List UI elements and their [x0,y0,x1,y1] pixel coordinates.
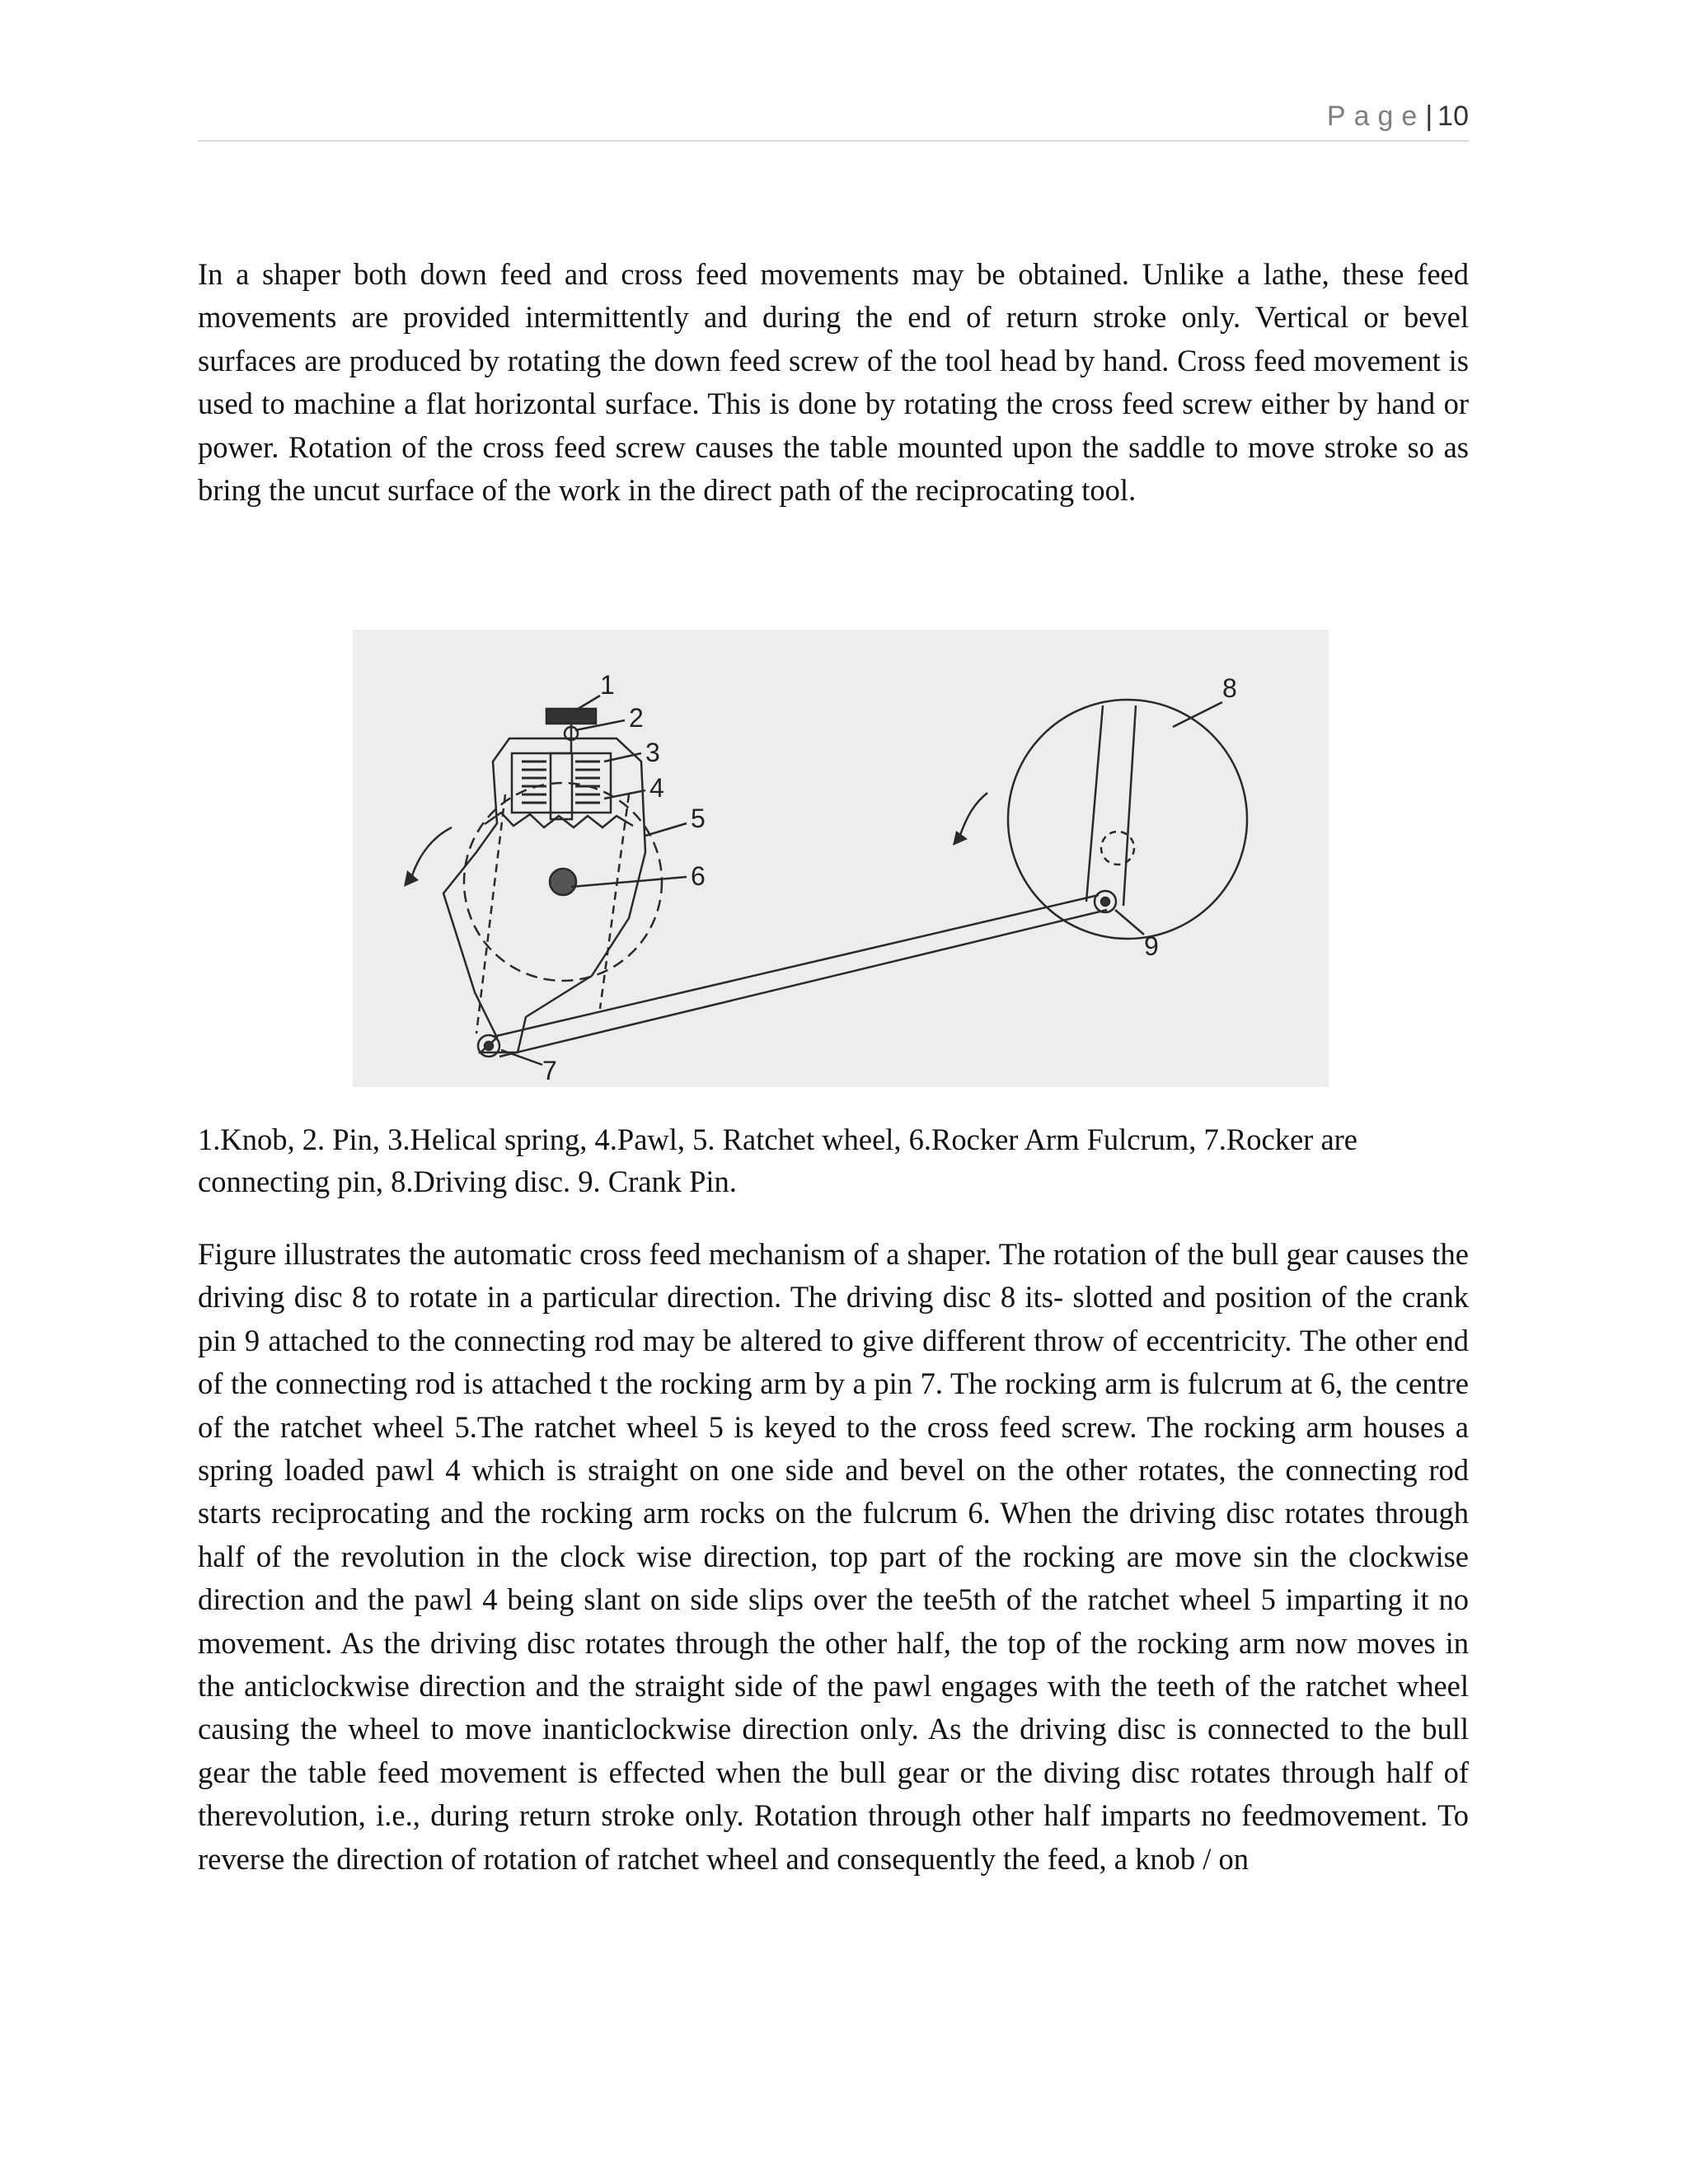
driving-disc [1008,700,1247,939]
page-header [198,97,1469,142]
page-number: 10 [1437,101,1469,132]
figure-label-7: 7 [542,1056,557,1085]
figure-label-5: 5 [691,804,706,833]
figure-label-4: 4 [649,773,664,803]
intro-paragraph: In a shaper both down feed and cross feed movements may be obtained. Unlike a lathe, these feed movements are provided intermittently and during the end of return stroke only. Vertical or bevel surfaces are produced by rotating the down feed screw of the tool head by hand. Cross feed movement is used to machine a flat horizontal surface. This is done by rotating the cross feed screw either by hand or power. Rotation of the cross feed screw causes the table mounted upon the saddle to move stroke so as bring the uncut surface of the work in the direct path of the reciprocating tool. [198,257,1469,508]
mechanism-diagram [353,630,1329,1087]
page-word: Page [1326,101,1426,132]
pawl [551,753,572,819]
connecting-rod [493,895,1099,1037]
page-number-label [1327,101,1469,133]
figure-label-3: 3 [645,738,660,767]
figure-label-8: 8 [1222,673,1237,703]
figure-label-9: 9 [1144,931,1159,961]
page-separator: | [1425,101,1433,132]
knob [546,709,596,724]
figure-caption: 1.Knob, 2. Pin, 3.Helical spring, 4.Pawl, 5. Ratchet wheel, 6.Rocker Arm Fulcrum, 7.Rocker are connecting pin, 8.Driving disc. 9. Crank Pin. [198,1122,1357,1198]
figure-label-1: 1 [600,670,615,700]
mechanism-description-paragraph: Figure illustrates the automatic cross feed mechanism of a shaper. The rotation of the bull gear causes the driving disc 8 to rotate in a particular direction. The driving disc 8 its- slotted and position of the crank pin 9 attached to the connecting rod may be altered to give different throw of eccentricity. The other end of the connecting rod is attached t the rocking arm by a pin 7. The rocking arm is fulcrum at 6, the centre of the ratchet wheel 5.The ratchet wheel 5 is keyed to the cross feed screw. The rocking arm houses a spring loaded pawl 4 which is straight on one side and bevel on the other rotates, the connecting rod starts reciprocating and the rocking arm rocks on the fulcrum 6. When the driving disc rotates through half of the revolution in the clock wise direction, top part of the rocking are move sin the clockwise direction and the pawl 4 being slant on side slips over the tee5th of the ratchet wheel 5 imparting it no movement. As the driving disc rotates through the other half, the top of the rocking arm now moves in the anticlockwise direction and the straight side of the pawl engages with the teeth of the ratchet wheel causing the wheel to move inanticlockwise direction only. As the driving disc is connected to the bull gear the table feed movement is effected when the bull gear or the diving disc rotates through half of therevolution, i.e., during return stroke only. Rotation through other half imparts no feedmovement. To reverse the direction of rotation of ratchet wheel and consequently the feed, a knob / on [198,1237,1469,1876]
figure-label-2: 2 [629,703,644,733]
figure-label-6: 6 [691,861,706,891]
fulcrum [550,869,576,895]
cross-feed-mechanism-figure [353,630,1329,1087]
